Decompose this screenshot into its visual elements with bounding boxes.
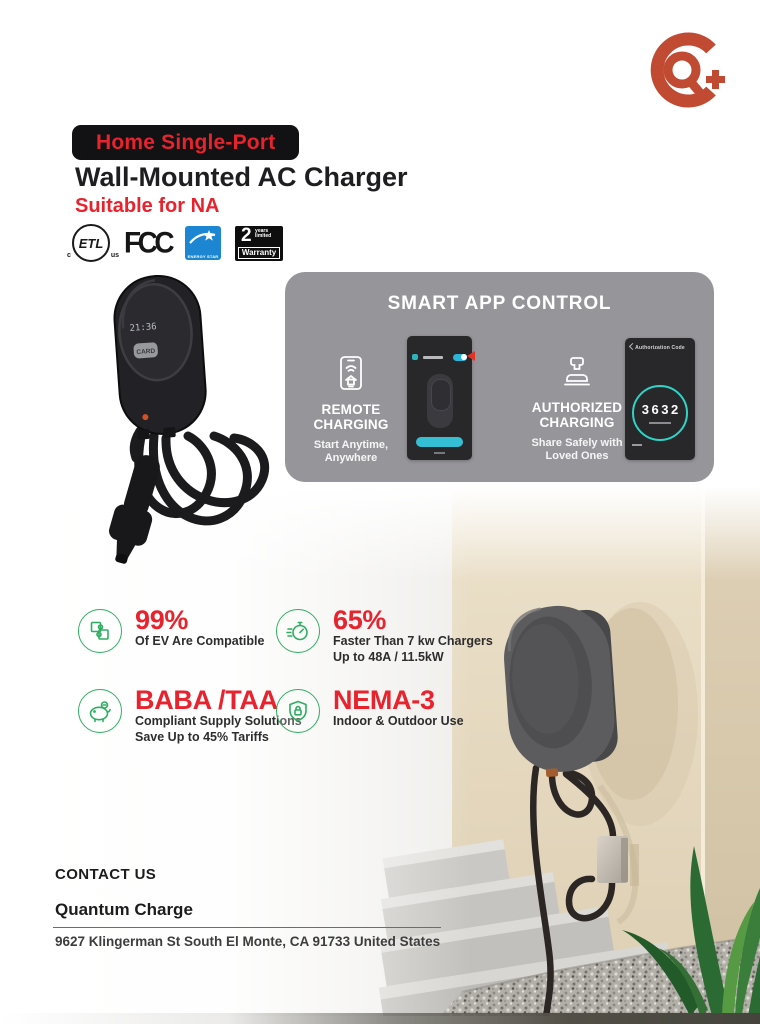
remote-charging-label: REMOTE CHARGING xyxy=(313,402,389,432)
stat-value: 99% xyxy=(135,605,189,635)
stat-desc: Of EV Are Compatible xyxy=(135,634,265,648)
stat-desc2: Up to 48A / 11.5kW xyxy=(333,649,444,664)
device-display: 21:36 xyxy=(129,322,158,334)
certification-badges xyxy=(67,224,283,262)
remote-phone-icon xyxy=(338,355,364,391)
authorized-charging-feature xyxy=(517,355,637,462)
etl-badge: ETL c us xyxy=(72,224,110,262)
charger-thumbnail xyxy=(427,374,453,428)
code-subtext xyxy=(649,422,671,424)
stat-value: NEMA-3 xyxy=(333,685,435,715)
authorization-header: Authorization Code xyxy=(635,345,685,351)
energy-star-badge: ENERGY STAR xyxy=(185,226,221,260)
stopwatch-icon xyxy=(276,609,320,653)
fcc-badge: FCC xyxy=(124,226,172,259)
company-address: 9627 Klingerman St South El Monte, CA 91733 United States xyxy=(55,934,441,949)
product-category-badge xyxy=(72,125,299,160)
company-name: Quantum Charge xyxy=(55,900,193,919)
device-name-text xyxy=(423,356,443,359)
product-body xyxy=(112,273,209,441)
stamp-icon xyxy=(559,355,595,389)
badge-label: Home Single-Port xyxy=(96,130,276,154)
card-button-label: CARD xyxy=(136,347,156,357)
app-logo-icon xyxy=(412,354,418,360)
warranty-badge: 2 years limited Warranty xyxy=(235,226,283,261)
photo-bottom-edge xyxy=(0,1013,760,1024)
authorized-charging-label: AUTHORIZED CHARGING xyxy=(531,400,623,430)
authorization-code: 3632 xyxy=(641,402,681,417)
app-screenshot-authorization xyxy=(625,338,695,460)
page-subtitle: Suitable for NA xyxy=(75,195,220,217)
shield-lock-icon xyxy=(276,689,320,733)
stat-desc: Compliant Supply Solutions xyxy=(135,714,302,728)
panel-title: SMART APP CONTROL xyxy=(387,293,612,314)
stat-desc2: Save Up to 45% Tariffs xyxy=(135,729,269,744)
home-indicator xyxy=(434,452,445,454)
arrow-indicator-icon xyxy=(467,351,475,361)
stat-value: 65% xyxy=(333,605,387,635)
stat-desc: Indoor & Outdoor Use xyxy=(333,714,464,728)
product-charger-image xyxy=(92,266,277,586)
divider xyxy=(53,927,441,928)
app-screenshot-remote xyxy=(407,336,472,460)
contact-heading: CONTACT US xyxy=(55,866,157,883)
remote-charging-desc: Start Anytime, Anywhere xyxy=(313,439,389,464)
start-charging-button xyxy=(416,437,463,447)
stat-compatibility xyxy=(78,606,264,653)
page-title: Wall-Mounted AC Charger xyxy=(75,162,408,192)
note-text xyxy=(632,444,642,447)
stat-faster-charging xyxy=(276,606,493,665)
quantum-charge-logo xyxy=(636,24,740,114)
stat-nema3 xyxy=(276,686,464,733)
authorized-charging-desc: Share Safely with Loved Ones xyxy=(531,437,623,462)
stat-desc: Faster Than 7 kw Chargers xyxy=(333,634,493,648)
code-ring xyxy=(632,385,688,441)
piggy-bank-icon xyxy=(78,689,122,733)
stat-value: BABA /TAA xyxy=(135,685,278,715)
smart-app-panel xyxy=(285,272,714,482)
stat-baba-taa xyxy=(78,686,302,745)
puzzle-icon xyxy=(78,609,122,653)
charging-toggle xyxy=(453,354,467,361)
remote-charging-feature xyxy=(305,355,397,464)
